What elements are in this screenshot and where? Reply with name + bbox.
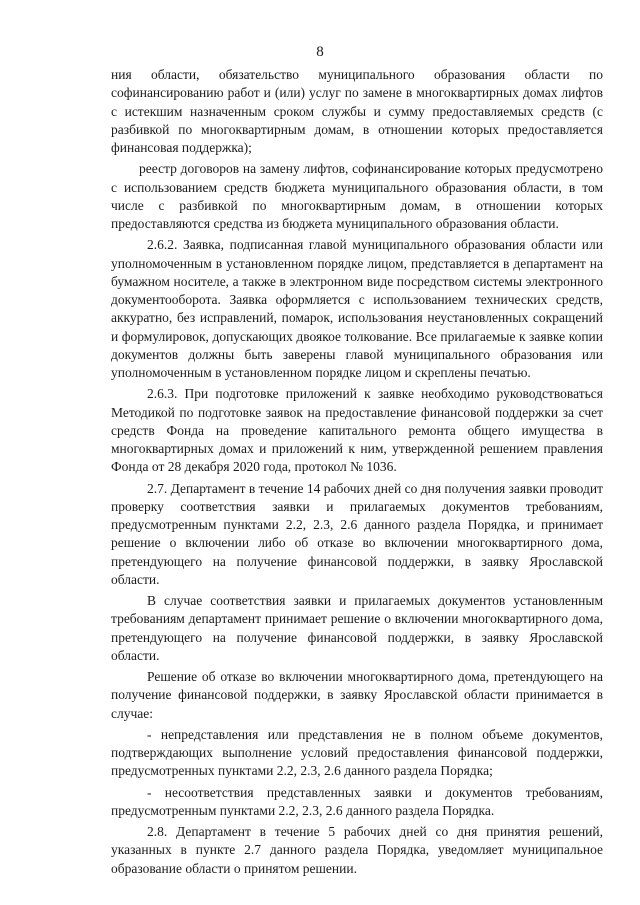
paragraph-2-7: 2.7. Департамент в течение 14 рабочих дней со дня получения заявки проводит проверку соответствия заявки и прилагаемых документов требованиям, предусмотренным пунктами 2.2, 2.3, 2.6 данного раздела Порядка, и принимает решение о включении либо об отказе во включении многоквартирного дома, претендующего на получение финансовой поддержки, в заявку Ярославской области. xyxy=(111,480,603,587)
paragraph-refusal: Решение об отказе во включении многоквартирного дома, претендующего на получение финансовой поддержки, в заявку Ярославской области принимается в случае: xyxy=(111,669,603,721)
paragraph-continuation: ния области, обязательство муниципального образования области по софинансированию работ и (или) услуг по замене в многоквартирных домах лифтов с истекшим назначенным сроком службы и сумму предоставляемых средств (с разбивкой по многоквартирным домам, в отношении которых предоставляется финансовая поддержка); xyxy=(111,67,603,155)
document-body xyxy=(111,66,603,881)
paragraph-contract-registry: реестр договоров на замену лифтов, софинансирование которых предусмотрено с использованием средств бюджета муниципального образования области, в том числе с разбивкой по многоквартирным домам, в отношении которых предоставляются средства из бюджета муниципального образования области. xyxy=(111,161,603,231)
paragraph-2-6-3: 2.6.3. При подготовке приложений к заявке необходимо руководствоваться Методикой по подготовке заявок на предоставление финансовой поддержки за счет средств Фонда на проведение капитального ремонта общего имущества в многоквартирных домах и приложений к ним, утвержденной решением правления Фонда от 28 декабря 2020 года, протокол № 1036. xyxy=(111,386,603,475)
page-number: 8 xyxy=(316,44,324,60)
paragraph-2-6-2: 2.6.2. Заявка, подписанная главой муниципального образования области или уполномоченным в установленном порядке лицом, представляется в департамент на бумажном носителе, а также в электронном виде посредством системы электронного документооборота. Заявка оформляется с использованием технических средств, аккуратно, без исправлений, помарок, использования неустановленных сокращений и формулировок, допускающих двоякое толкование. Все прилагаемые к заявке копии документов должны быть заверены главой муниципального образования или уполномоченным в установленном порядке лицом и скреплены печатью. xyxy=(111,237,603,380)
paragraph-refusal-reason-1: - непредставления или представления не в полном объеме документов, подтверждающих выполнение условий предоставления финансовой поддержки, предусмотренных пунктами 2.2, 2.3, 2.6 данного раздела Порядка; xyxy=(111,726,603,779)
paragraph-2-8: 2.8. Департамент в течение 5 рабочих дней со дня принятия решений, указанных в пункте 2.7 данного раздела Порядка, уведомляет муниципальное образование области о принятом решении. xyxy=(111,824,603,876)
paragraph-compliance: В случае соответствия заявки и прилагаемых документов установленным требованиям департамент принимает решение о включении многоквартирного дома, претендующего на получение финансовой поддержки, в заявку Ярославской области. xyxy=(111,593,603,663)
paragraph-refusal-reason-2: - несоответствия представленных заявки и документов требованиям, предусмотренным пунктами 2.2, 2.3, 2.6 данного раздела Порядка. xyxy=(111,784,603,818)
